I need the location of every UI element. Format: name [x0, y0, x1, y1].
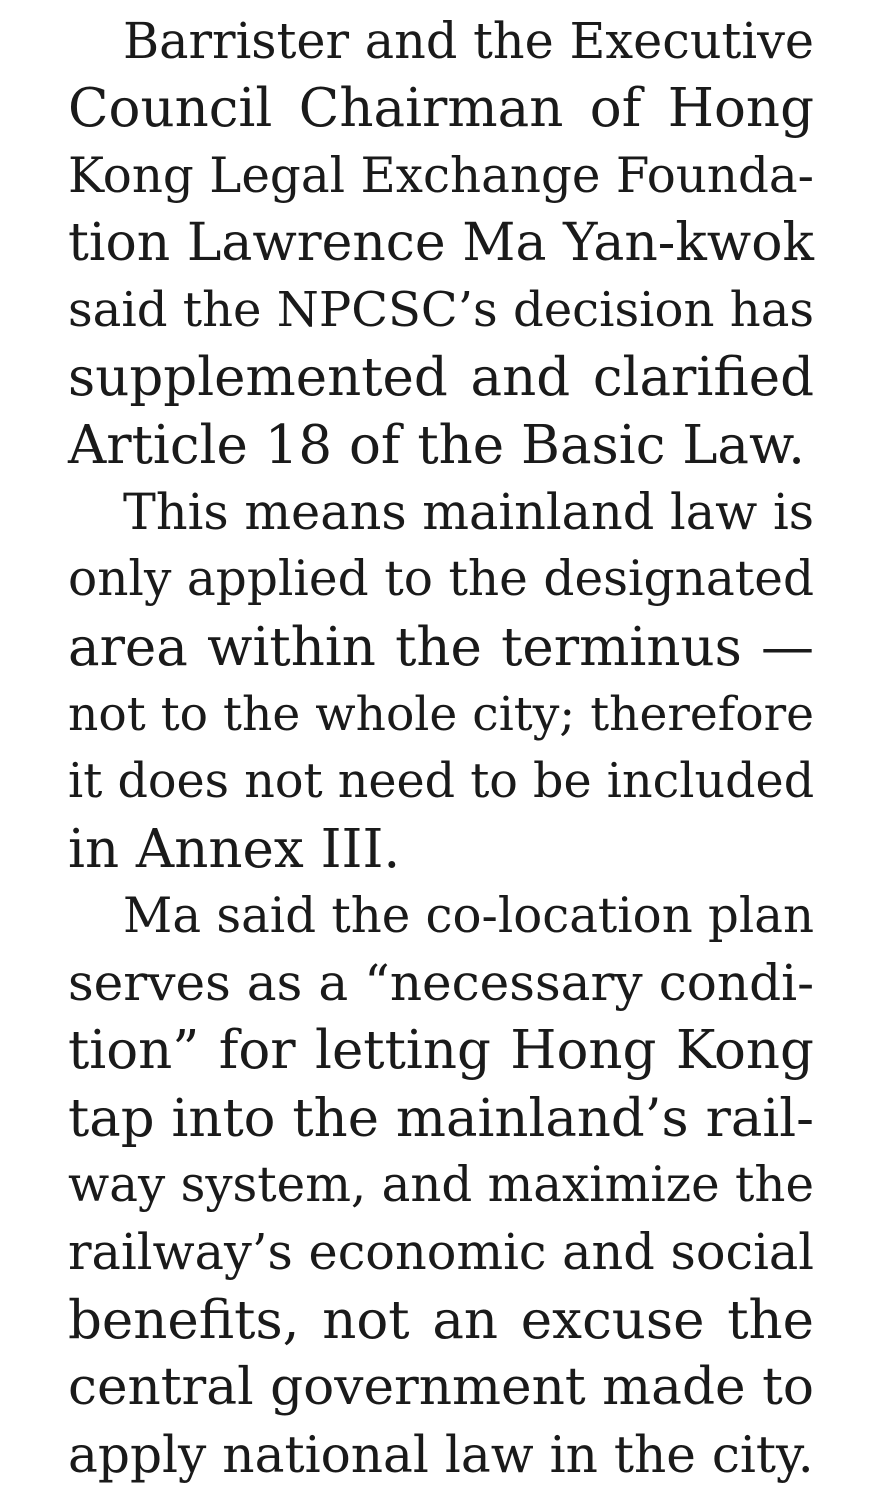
text-line: Kong Legal Exchange Founda- [68, 147, 814, 204]
text-line: way system, and maximize the [68, 1157, 814, 1214]
text-line: This means mainland law is [123, 483, 815, 542]
text-line: tion” for letting Hong Kong [68, 1020, 814, 1082]
text-line: tap into the mainland’s rail- [68, 1087, 814, 1149]
article-paragraph-1 [68, 8, 814, 479]
text-line: central government made to [68, 1356, 814, 1417]
text-line: benefits, not an excuse the [68, 1289, 814, 1351]
text-line: tion Lawrence Ma Yan-kwok [68, 212, 814, 273]
text-line: supplemented and clarified [68, 347, 814, 409]
text-line: said the NPCSC’s decision has [68, 282, 815, 339]
text-line: not to the whole city; therefore [68, 686, 814, 742]
article-paragraph-3 [68, 883, 814, 1489]
text-line: Article 18 of the Basic Law. [68, 414, 805, 476]
text-line: railway’s economic and social [68, 1223, 814, 1282]
text-line: Barrister and the Executive [123, 12, 814, 70]
text-line: it does not need to be included [68, 754, 815, 810]
text-line: apply national law in the city. [68, 1425, 814, 1485]
text-line: area within the terminus — [68, 616, 814, 678]
text-line: Ma said the co-location plan [123, 887, 815, 944]
text-line: in Annex III. [68, 818, 401, 880]
text-line: Council Chairman of Hong [68, 78, 814, 140]
text-line: serves as a “necessary condi- [68, 954, 814, 1013]
text-line: only applied to the designated [68, 551, 814, 608]
article-paragraph-2 [68, 479, 814, 883]
article-column [68, 0, 814, 1489]
